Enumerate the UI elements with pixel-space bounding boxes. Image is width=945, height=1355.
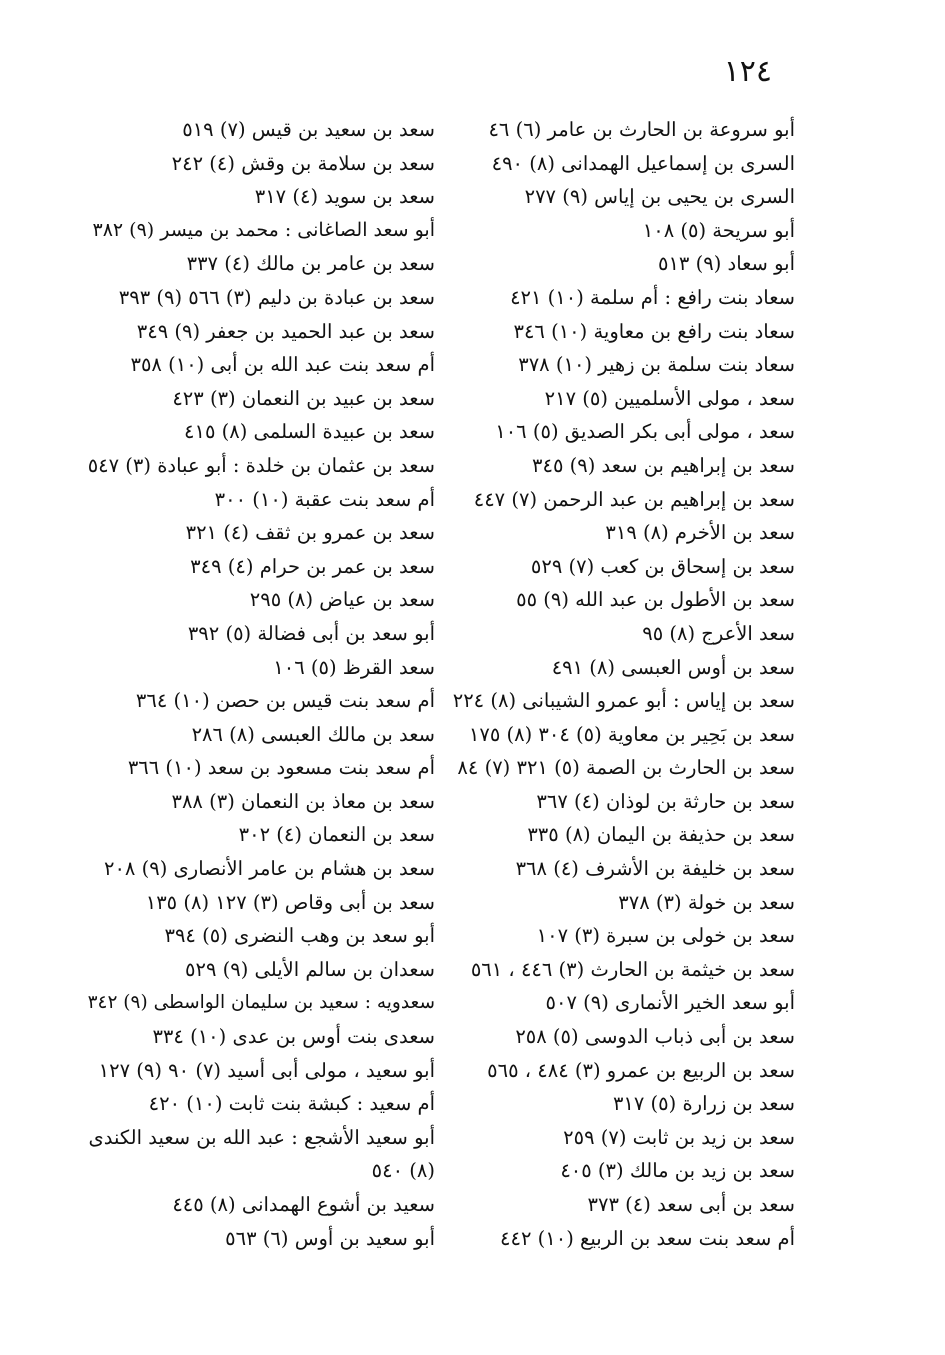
index-entry: أبو سعيد الأشجع : عبد الله بن سعيد الكندى (٨) ٥٤٠ [88,1125,435,1183]
index-column-left [85,113,435,1255]
index-entry: سعد بن أبى وقاص (٣) ١٢٧ (٨) ١٣٥ [145,890,435,914]
index-entry: سعد بن خيثمة بن الحارث (٣) ٤٤٦ ، ٥٦١ [470,957,795,981]
index-entry: سعد بن حذيفة بن اليمان (٨) ٣٣٥ [527,823,795,847]
index-entry: سعد بن مالك العبسى (٨) ٢٨٦ [191,722,435,746]
index-entry: أم سعد بنت عبد الله بن أبى (١٠) ٣٥٨ [130,353,435,377]
index-entry: سعد بن زيد بن مالك (٣) ٤٠٥ [560,1159,795,1183]
index-entry: سعدان بن سالم الأيلى (٩) ٥٢٩ [185,957,435,981]
index-entry: سعد بن عمر بن حرام (٤) ٣٤٩ [190,554,435,578]
index-entry: سعد بن معاذ بن النعمان (٣) ٣٨٨ [171,789,435,813]
index-entry: سعد بن أوس العبسى (٨) ٤٩١ [551,655,795,679]
index-column-right [445,113,795,1255]
index-entry: سعد بن خليفة بن الأشرف (٤) ٣٦٨ [515,857,795,881]
page-number: ١٢٤ [723,54,772,89]
index-entry: سعدى بنت أوس بن عدى (١٠) ٣٣٤ [152,1025,435,1049]
index-entry: أبو سعيد ، مولى أبى أسيد (٧) ٩٠ (٩) ١٢٧ [98,1058,435,1082]
index-entry: سعد بن خولة (٣) ٣٧٨ [618,890,795,914]
index-entry: سعد بن عثمان بن خلدة : أبو عبادة (٣) ٥٤٧ [87,453,435,477]
index-entry: أم سعد بنت سعد بن الربيع (١٠) ٤٤٢ [500,1226,795,1250]
index-entry: سعد ، مولى الأسلميين (٥) ٢١٧ [544,386,795,410]
index-entry: سعد بن خولى بن سبرة (٣) ١٠٧ [536,924,795,948]
index-entry: سعد بن بَحِير بن معاوية (٥) ٣٠٤ (٨) ١٧٥ [468,722,795,746]
index-entry: أم سعد بنت قيس بن حصن (١٠) ٣٦٤ [135,689,435,713]
index-entry: أم سعد بنت عقبة (١٠) ٣٠٠ [214,487,435,511]
index-entry: أبو سعيد بن أوس (٦) ٥٦٣ [225,1226,435,1250]
index-entry: سعد الأعرج (٨) ٩٥ [642,621,795,645]
index-entry: السرى بن يحيى بن إياس (٩) ٢٧٧ [524,185,795,209]
index-entry: سعد بن الحارث بن الصمة (٥) ٣٢١ (٧) ٨٤ [457,756,795,780]
index-entry: سعد بن سويد (٤) ٣١٧ [254,185,435,209]
index-entry: سعد ، مولى أبى بكر الصديق (٥) ١٠٦ [495,420,795,444]
index-entry: سعيد بن أشوع الهمدانى (٨) ٤٤٥ [172,1193,435,1216]
index-entry: سعد بن زيد بن ثابت (٧) ٢٥٩ [563,1125,795,1149]
index-entry: سعد بن عبيد بن النعمان (٣) ٤٢٣ [172,386,435,410]
index-entry: سعد بن حارثة بن لوذان (٤) ٣٦٧ [536,789,795,813]
index-entry: سعد بن إسحاق بن كعب (٧) ٥٢٩ [530,554,795,578]
index-entry: سعد بن أبى سعد (٤) ٣٧٣ [587,1193,795,1216]
index-entry: سعاد بنت رافع : أم سلمة (١٠) ٤٢١ [510,285,795,309]
index-entry: سعاد بنت رافع بن معاوية (١٠) ٣٤٦ [513,319,795,343]
index-entry: سعاد بنت سلمة بن زهير (١٠) ٣٧٨ [518,353,795,377]
index-entry: سعد بن عبادة بن دليم (٣) ٥٦٦ (٩) ٣٩٣ [118,285,435,309]
index-entry: سعد بن الأطول بن عبد الله (٩) ٥٥ [516,588,795,612]
index-entry: سعد بن زرارة (٥) ٣١٧ [612,1092,795,1116]
index-entry: سعد بن سلامة بن وقش (٤) ٢٤٢ [171,151,435,175]
index-entry: سعد بن النعمان (٤) ٣٠٢ [238,823,435,847]
index-entry: سعد القرظ (٥) ١٠٦ [273,655,435,679]
index-entry: سعد بن أبى ذباب الدوسى (٥) ٢٥٨ [515,1025,795,1049]
index-entry: أبو سعد بن وهب النضرى (٥) ٣٩٤ [164,924,435,948]
index-entry: سعد بن هشام بن عامر الأنصارى (٩) ٢٠٨ [103,857,435,881]
index-entry: سعد بن الأخرم (٨) ٣١٩ [605,521,795,545]
index-entry: سعد بن الربيع بن عمرو (٣) ٤٨٤ ، ٥٦٥ [487,1058,795,1082]
index-entry: أم سعيد : كبشة بنت ثابت (١٠) ٤٢٠ [148,1092,435,1116]
index-entry: أبو سعد بن أبى فضالة (٥) ٣٩٢ [187,621,435,645]
index-entry: سعد بن عامر بن مالك (٤) ٣٣٧ [186,252,435,276]
index-entry: أبو سروعة بن الحارث بن عامر (٦) ٤٦ [488,118,795,141]
index-entry: سعد بن إياس : أبو عمرو الشيبانى (٨) ٢٢٤ [452,689,795,713]
index-entry: سعد بن إبراهيم بن سعد (٩) ٣٤٥ [532,453,795,477]
index-entry: أبو سعد الصاغانى : محمد بن ميسر (٩) ٣٨٢ [92,218,435,241]
index-entry: أبو سعاد (٩) ٥١٣ [657,252,795,276]
index-entry: سعد بن عبد الحميد بن جعفر (٩) ٣٤٩ [136,319,435,343]
index-entry: سعد بن إبراهيم بن عبد الرحمن (٧) ٤٤٧ [473,487,795,511]
index-entry: السرى بن إسماعيل الهمدانى (٨) ٤٩٠ [491,151,795,175]
index-entry: سعد بن سعيد بن قيس (٧) ٥١٩ [182,118,435,141]
index-entry: سعد بن عياض (٨) ٢٩٥ [249,588,435,612]
index-entry: سعدويه : سعيد بن سليمان الواسطى (٩) ٣٤٢ [87,992,435,1014]
index-entry: أبو سعد الخير الأنمارى (٩) ٥٠٧ [545,991,795,1015]
index-entry: أبو سريحة (٥) ١٠٨ [642,218,795,242]
index-entry: أم سعد بنت مسعود بن سعد (١٠) ٣٦٦ [127,756,435,780]
index-entry: سعد بن عبيدة السلمى (٨) ٤١٥ [184,420,435,444]
index-entry: سعد بن عمرو بن ثقف (٤) ٣٢١ [185,521,435,545]
